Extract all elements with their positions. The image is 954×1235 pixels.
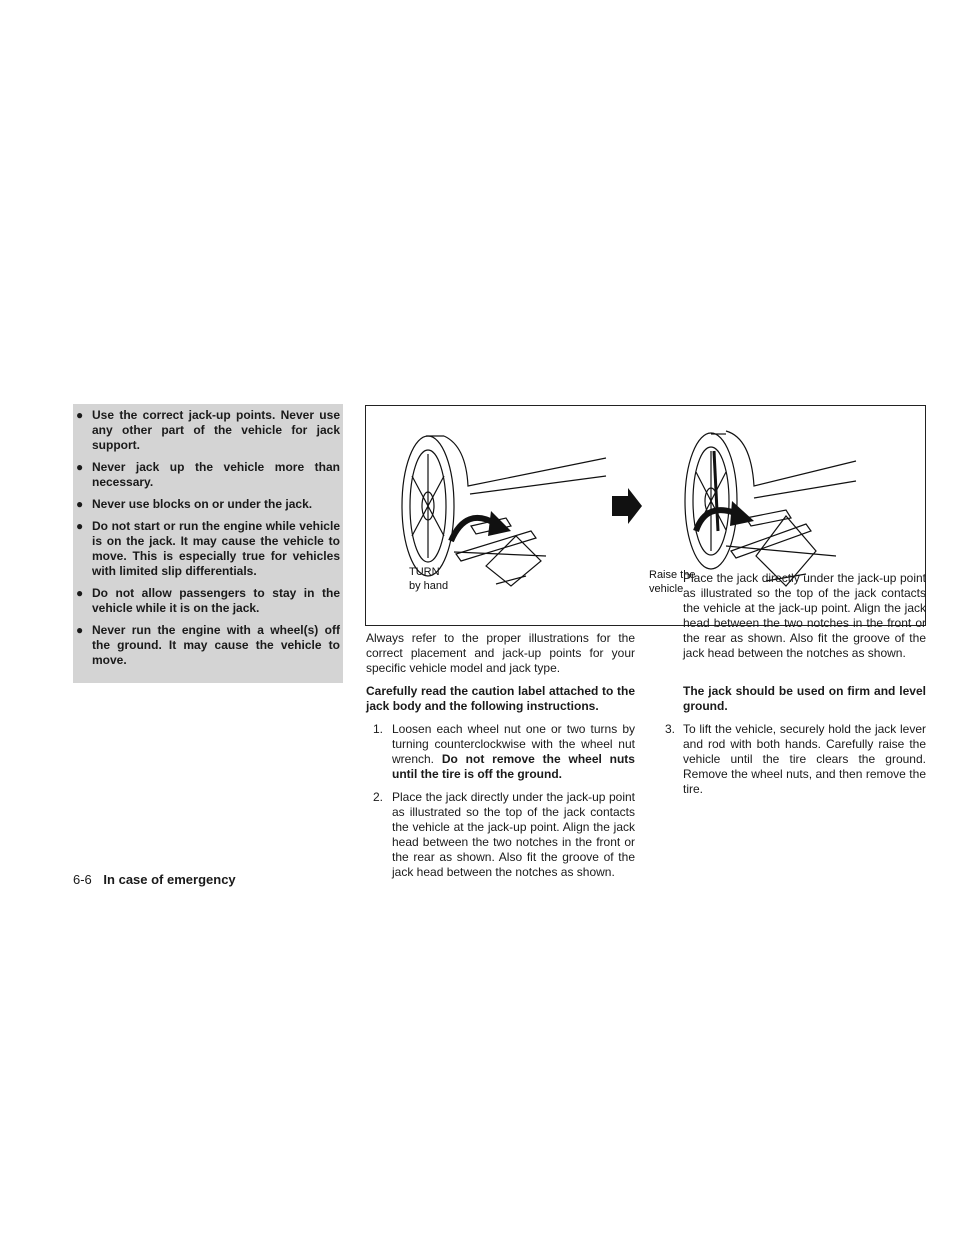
instructions-column-1	[366, 631, 635, 879]
raise-label: Raise the vehicle	[649, 569, 696, 595]
intro-paragraph: Always refer to the proper illustrations for the correct placement and jack-up points for your specific vehicle model and jack type.	[366, 631, 635, 675]
caution-label-paragraph: Carefully read the caution label attached to the jack body and the following instructions.	[366, 684, 635, 713]
step-3: 3. To lift the vehicle, securely hold the jack lever and rod with both hands. Carefully raise the vehicle until the tire clears the ground. Remove the wheel nuts, and then remove the tire.	[665, 722, 926, 796]
caution-bullet: ● Never run the engine with a wheel(s) off the ground. It may cause the vehicle to move.	[76, 623, 340, 667]
caution-box	[73, 404, 343, 683]
caution-bullet: ● Use the correct jack-up points. Never use any other part of the vehicle for jack support.	[76, 408, 340, 452]
turn-label: TURN by hand	[409, 566, 449, 592]
caution-bullet: ● Never use blocks on or under the jack.	[76, 497, 313, 511]
step-1: 1. Loosen each wheel nut one or two turns by turning counterclockwise with the wheel nut wrench. Do not remove the wheel nuts until the tire is off the ground.	[373, 722, 635, 781]
caution-bullet: ● Do not start or run the engine while vehicle is on the jack. It may cause the vehicle to move. This is especially true for vehicles with limited slip differentials.	[76, 519, 340, 578]
step-2-continued: Place the jack directly under the jack-up point as illustrated so the top of the jack contacts the vehicle at the jack-up point. Align the jack head between the two notches in the front or the rear as shown. Also fit the groove of the jack head between the notches as shown.	[683, 571, 926, 660]
page-number: 6-6	[73, 872, 92, 887]
caution-bullet: ● Do not allow passengers to stay in the vehicle while it is on the jack.	[76, 586, 340, 615]
firm-ground-note: The jack should be used on firm and level ground.	[683, 684, 926, 713]
instructions-column-2	[665, 571, 926, 805]
step-2: 2. Place the jack directly under the jack-up point as illustrated so the top of the jack contacts the vehicle at the jack-up point. Align the jack head between the two notches in the front or the rear as shown. Also fit the groove of the jack head between the notches as shown.	[373, 790, 635, 879]
section-title: In case of emergency	[103, 872, 236, 887]
caution-bullet: ● Never jack up the vehicle more than necessary.	[76, 460, 340, 489]
page-footer	[73, 872, 236, 888]
